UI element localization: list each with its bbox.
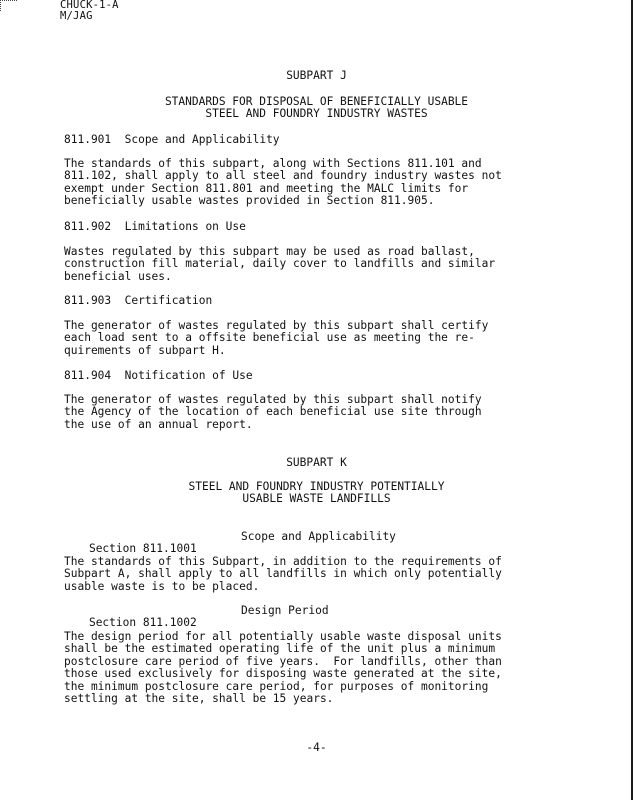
- paragraph-line: Subpart A, shall apply to all landfills in which only potentially: [64, 567, 502, 581]
- scan-corner-mark: [0, 0, 17, 11]
- stamp-line-1: CHUCK-1-A: [60, 0, 119, 11]
- section-number: Section 811.1002: [88, 616, 197, 630]
- section-811-903-heading: 811.903 Certification: [64, 294, 213, 307]
- paragraph-line: beneficial uses.: [64, 269, 172, 283]
- paragraph-line: postclosure care period of five years. For landfills, other than: [64, 654, 502, 668]
- subpart-j-title-line-1: STANDARDS FOR DISPOSAL OF BENEFICIALLY USABLE: [164, 95, 469, 108]
- paragraph-line: The standards of this Subpart, in addition to the requirements of: [64, 555, 502, 568]
- section-811-902-body: [64, 246, 564, 283]
- section-811-903-body: [64, 320, 564, 357]
- stamp-line-2: M/JAG: [60, 10, 93, 22]
- section-title: Scope and Applicability: [241, 530, 396, 543]
- document-stamp: [60, 0, 119, 22]
- section-811-1001-body: [64, 556, 564, 593]
- paragraph-line: shall be the estimated operating life of the unit plus a minimum: [64, 642, 496, 656]
- paragraph-line: each load sent to a offsite beneficial use as meeting the re-: [64, 331, 475, 345]
- section-811-901-body: [64, 158, 564, 208]
- paragraph-line: 811.102, shall apply to all steel and foundry industry wastes not: [64, 169, 502, 183]
- subpart-j-title-line-2: STEEL AND FOUNDRY INDUSTRY WASTES: [205, 107, 428, 120]
- paragraph-line: those used exclusively for disposing waste generated at the site,: [64, 667, 502, 681]
- paragraph-line: exempt under Section 811.801 and meeting the MALC limits for: [64, 181, 469, 195]
- subpart-k-title-line-2: USABLE WASTE LANDFILLS: [242, 492, 391, 505]
- paragraph-line: Wastes regulated by this subpart may be used as road ballast,: [64, 245, 475, 258]
- subpart-j-label: SUBPART J: [286, 69, 347, 82]
- paragraph-line: beneficially usable wastes provided in Section 811.905.: [64, 194, 435, 208]
- section-811-904-heading: 811.904 Notification of Use: [64, 369, 253, 382]
- paragraph-line: The generator of wastes regulated by this subpart shall certify: [64, 319, 489, 332]
- subpart-k-label: SUBPART K: [286, 456, 347, 469]
- section-811-902-heading: 811.902 Limitations on Use: [64, 220, 246, 233]
- paragraph-line: usable waste is to be placed.: [64, 579, 260, 593]
- section-title: Design Period: [241, 604, 329, 617]
- paragraph-line: The generator of wastes regulated by this subpart shall notify: [64, 393, 482, 406]
- paragraph-line: construction fill material, daily cover to landfills and similar: [64, 257, 496, 271]
- paragraph-line: The design period for all potentially usable waste disposal units: [64, 630, 502, 643]
- section-811-901-heading: 811.901 Scope and Applicability: [64, 133, 280, 146]
- paragraph-line: the minimum postclosure care period, for purposes of monitoring: [64, 679, 489, 693]
- section-811-904-body: [64, 394, 564, 431]
- paragraph-line: The standards of this subpart, along with Sections 811.101 and: [64, 157, 482, 170]
- paragraph-line: quirements of subpart H.: [64, 343, 226, 357]
- paragraph-line: the use of an annual report.: [64, 417, 253, 431]
- paragraph-line: settling at the site, shall be 15 years.: [64, 692, 334, 706]
- paragraph-line: the Agency of the location of each beneficial use site through: [64, 405, 482, 419]
- section-811-1002-body: [64, 631, 564, 705]
- page-number: -4-: [306, 741, 327, 754]
- section-number: Section 811.1001: [88, 542, 197, 556]
- subpart-k-title-line-1: STEEL AND FOUNDRY INDUSTRY POTENTIALLY: [188, 480, 445, 493]
